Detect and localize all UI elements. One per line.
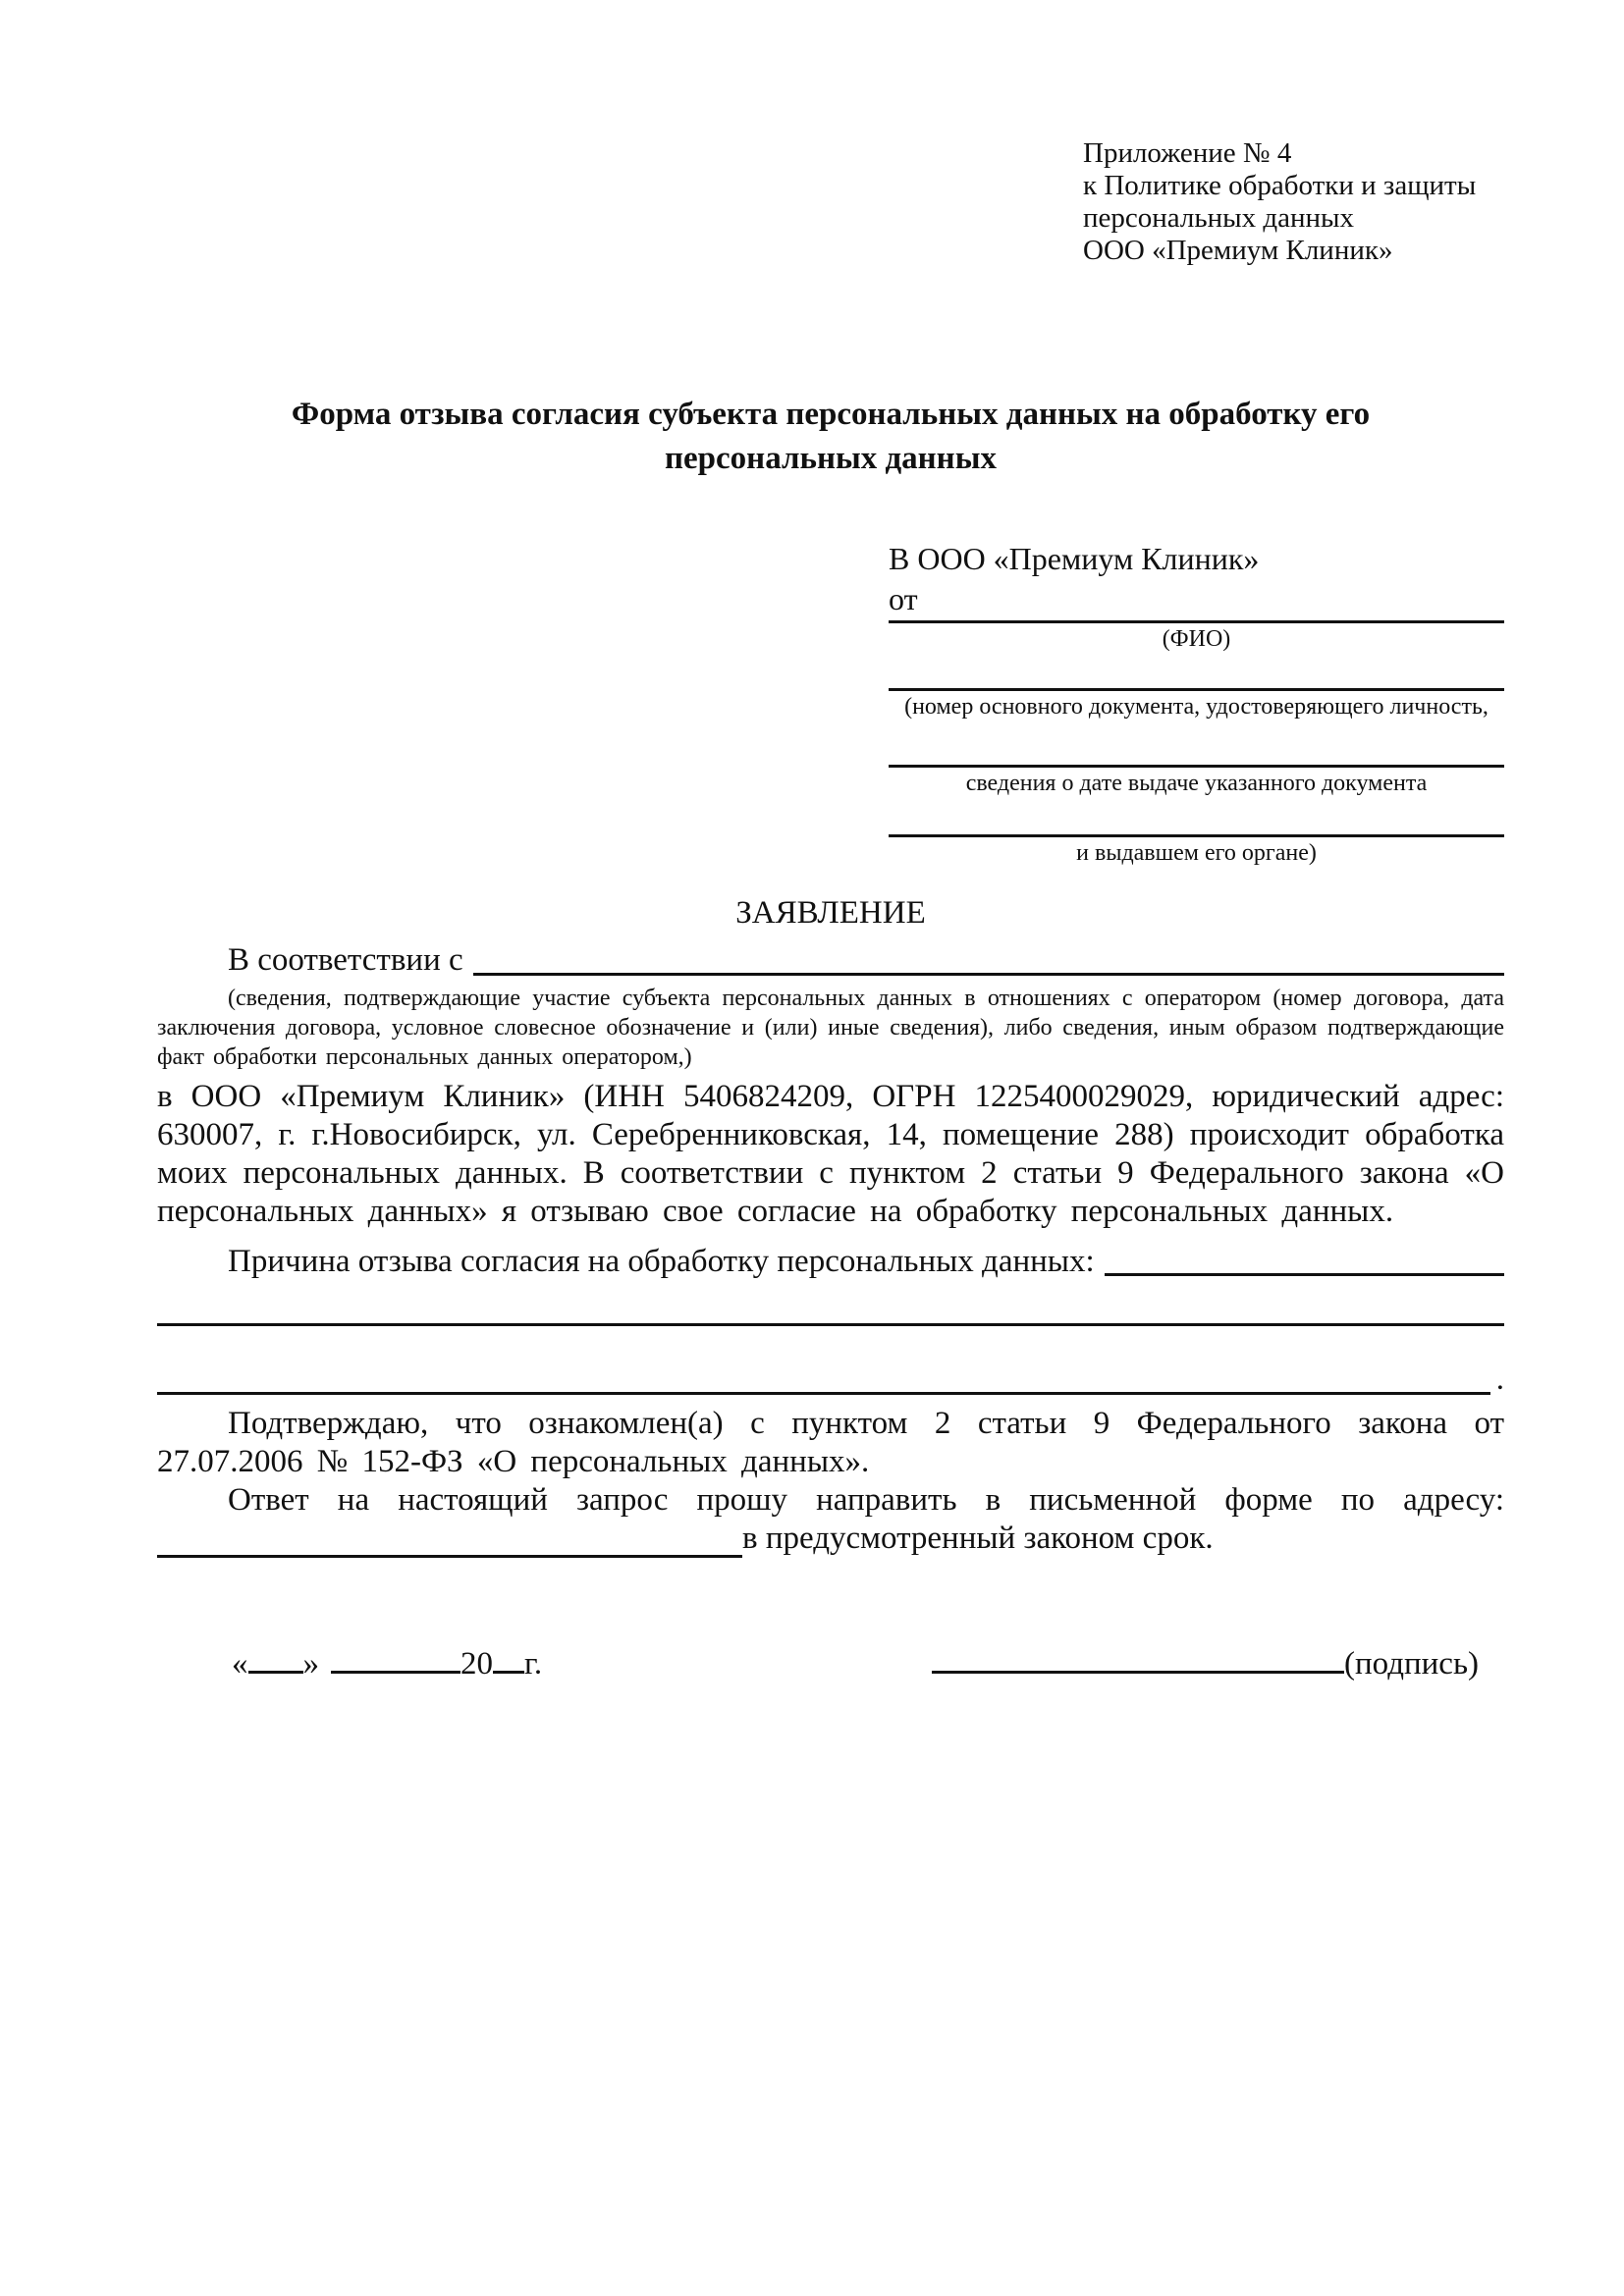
reason-blank-line-2 — [157, 1362, 1504, 1398]
signature-blank-line — [932, 1638, 1344, 1674]
fine-print-clause: (сведения, подтверждающие участие субъекта персональных данных в отношениях с оператором (номер договора, дата заключения договора, условное словесное обозначение и (или) иные сведения), либо сведения, иным образом подтверждающие факт обработки персональных данных оператором,) — [157, 985, 1504, 1070]
reply-address-row — [157, 1520, 1504, 1558]
date-month-blank — [331, 1638, 460, 1674]
reason-blank-line-1 — [157, 1323, 1504, 1326]
signature-group — [932, 1638, 1479, 1683]
date-day-blank — [248, 1638, 303, 1674]
reason-blank-line-2-rule — [157, 1391, 1490, 1395]
reply-address-blank-line — [157, 1520, 742, 1558]
appendix-line-1: Приложение № 4 — [1083, 137, 1292, 169]
signature-caption: (подпись) — [1344, 1645, 1479, 1682]
reason-label: Причина отзыва согласия на обработку персональных данных: — [228, 1243, 1095, 1279]
reason-blank-line-2-period: . — [1495, 1362, 1504, 1398]
statement-body: в ООО «Премиум Клиник» (ИНН 5406824209, ОГРН 1225400029029, юридический адрес: 630007, г. г.Новосибирск, ул. Серебренниковская, 14, помещение 288) происходит обработка моих персональных данных. В соответствии с пунктом 2 статьи 9 Федерального закона «О персональных данных» я отзываю свое согласие на обработку персональных данных. — [157, 1078, 1504, 1229]
document-title: Форма отзыва согласия субъекта персональных данных на обработку его персональных данных — [291, 397, 1371, 477]
document-issue-date-caption: сведения о дате выдаче указанного документа — [965, 770, 1428, 796]
date-close-quote: » — [302, 1645, 319, 1682]
intro-row — [157, 941, 1504, 980]
reply-request-line: Ответ на настоящий запрос прошу направить в письменной форме по адресу: — [228, 1482, 1504, 1519]
document-number-caption: (номер основного документа, удостоверяющего личность, — [904, 694, 1489, 721]
date-year-prefix: 20 — [460, 1645, 493, 1682]
date-year-suffix: г. — [524, 1645, 543, 1682]
statement-heading: ЗАЯВЛЕНИЕ — [735, 895, 926, 932]
recipient-block — [889, 540, 1504, 867]
reason-row — [157, 1243, 1504, 1281]
intro-prefix: В соответствии с — [228, 941, 463, 978]
document-issuer-caption: и выдавшем его органе) — [1076, 839, 1317, 866]
appendix-line-3: персональных данных — [1083, 202, 1355, 235]
date-year-blank — [493, 1638, 524, 1674]
recipient-organization: В ООО «Премиум Клиник» — [889, 540, 1260, 576]
date-open-quote: « — [232, 1645, 248, 1682]
footer-row — [157, 1638, 1504, 1683]
reason-blank-line-short — [1105, 1272, 1504, 1276]
date-group — [157, 1638, 542, 1683]
confirmation-paragraph: Подтверждаю, что ознакомлен(а) с пунктом 2 статьи 9 Федерального закона от 27.07.2006 № 152-ФЗ «О персональных данных». — [157, 1406, 1504, 1480]
appendix-block — [1083, 137, 1504, 267]
reply-suffix: в предусмотренный законом срок. — [742, 1520, 1214, 1556]
appendix-line-2: к Политике обработки и защиты — [1083, 170, 1477, 202]
intro-blank-line — [473, 972, 1504, 976]
appendix-line-4: ООО «Премиум Клиник» — [1083, 235, 1393, 267]
from-label: от — [889, 580, 918, 616]
fio-caption: (ФИО) — [1162, 626, 1231, 652]
